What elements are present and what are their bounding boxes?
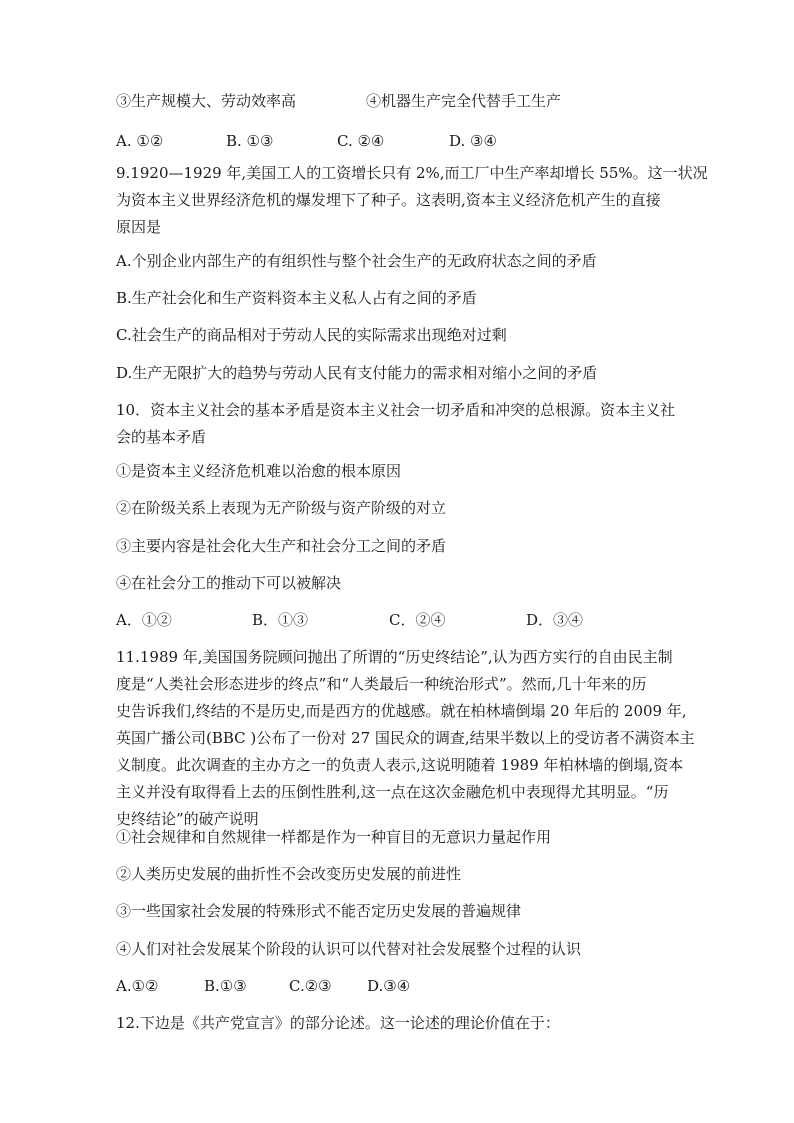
q9-option-a: A.个别企业内部生产的有组织性与整个社会生产的无政府状态之间的矛盾 [116,252,597,270]
q10-item-3: ③主要内容是社会化大生产和社会分工之间的矛盾 [116,537,447,555]
q9-stem [116,160,716,241]
q11-stem-line: 义制度。此次调查的主办方之一的负责人表示,这说明随着 1989 年柏林墙的倒塌,资本 [116,756,684,774]
q8-option-a: A. ①② [116,132,164,150]
q8-option-b: B. ①③ [226,132,274,150]
q11-option-a: A.①② [116,977,159,995]
q11-option-c: C.②③ [289,977,332,995]
q9-option-d: D.生产无限扩大的趋势与劳动人民有支付能力的需求相对缩小之间的矛盾 [116,364,598,382]
q12-stem: 12.下边是《共产党宣言》的部分论述。这一论述的理论价值在于： [116,1014,560,1032]
q8-option-d: D. ③④ [449,132,497,150]
q11-item-1: ①社会规律和自然规律一样都是作为一种盲目的无意识力量起作用 [116,828,552,846]
q11-stem [116,644,716,833]
q11-option-b: B.①③ [204,977,247,995]
q8-item-4: ④机器生产完全代替手工生产 [366,92,562,110]
q11-item-3: ③一些国家社会发展的特殊形式不能否定历史发展的普遍规律 [116,902,522,920]
q11-stem-line: 主义并没有取得看上去的压倒性胜利,这一点在这次金融危机中表现得尤其明显。“历 [116,783,669,801]
q9-option-c: C.社会生产的商品相对于劳动人民的实际需求出现绝对过剩 [116,326,507,344]
q11-stem-line: 11.1989 年,美国国务院顾问抛出了所谓的“历史终结论”,认为西方实行的自由民主制 [116,648,673,666]
q10-item-2: ②在阶级关系上表现为无产阶级与资产阶级的对立 [116,499,447,517]
q10-option-a: A．①② [116,611,172,629]
q10-item-4: ④在社会分工的推动下可以被解决 [116,574,342,592]
q9-stem-line: 9.1920—1929 年,美国工人的工资增长只有 2%,而工厂中生产率却增长 55%。这一状况 [116,164,708,182]
q11-stem-line: 史告诉我们,终结的不是历史,而是西方的优越感。就在柏林墙倒塌 20 年后的 2009 年, [116,702,687,720]
q10-option-b: B．①③ [252,611,309,629]
q11-item-4: ④人们对社会发展某个阶段的认识可以代替对社会发展整个过程的认识 [116,940,582,958]
q10-stem-line: 10．资本主义社会的基本矛盾是资本主义社会一切矛盾和冲突的总根源。资本主义社 [116,401,676,419]
q11-option-d: D.③④ [367,977,411,995]
q10-option-d: D．③④ [526,611,584,629]
q10-option-c: C．②④ [389,611,446,629]
q10-stem-line: 会的基本矛盾 [116,428,207,446]
q11-stem-line: 英国广播公司(BBC )公布了一份对 27 国民众的调查,结果半数以上的受访者不满资本主 [116,729,695,747]
q9-stem-line: 原因是 [116,218,162,236]
q8-option-c: C. ②④ [337,132,385,150]
q11-item-2: ②人类历史发展的曲折性不会改变历史发展的前进性 [116,865,462,883]
q9-option-b: B.生产社会化和生产资料资本主义私人占有之间的矛盾 [116,289,477,307]
q11-stem-line: 史终结论”的破产说明 [116,810,259,828]
q8-item-3: ③生产规模大、劳动效率高 [116,92,297,110]
q11-stem-line: 度是“人类社会形态进步的终点”和“人类最后一种统治形式”。然而,几十年来的历 [116,675,647,693]
q10-stem [116,397,716,451]
q10-item-1: ①是资本主义经济危机难以治愈的根本原因 [116,462,402,480]
q9-stem-line: 为资本主义世界经济危机的爆发埋下了种子。这表明,资本主义经济危机产生的直接 [116,191,661,209]
